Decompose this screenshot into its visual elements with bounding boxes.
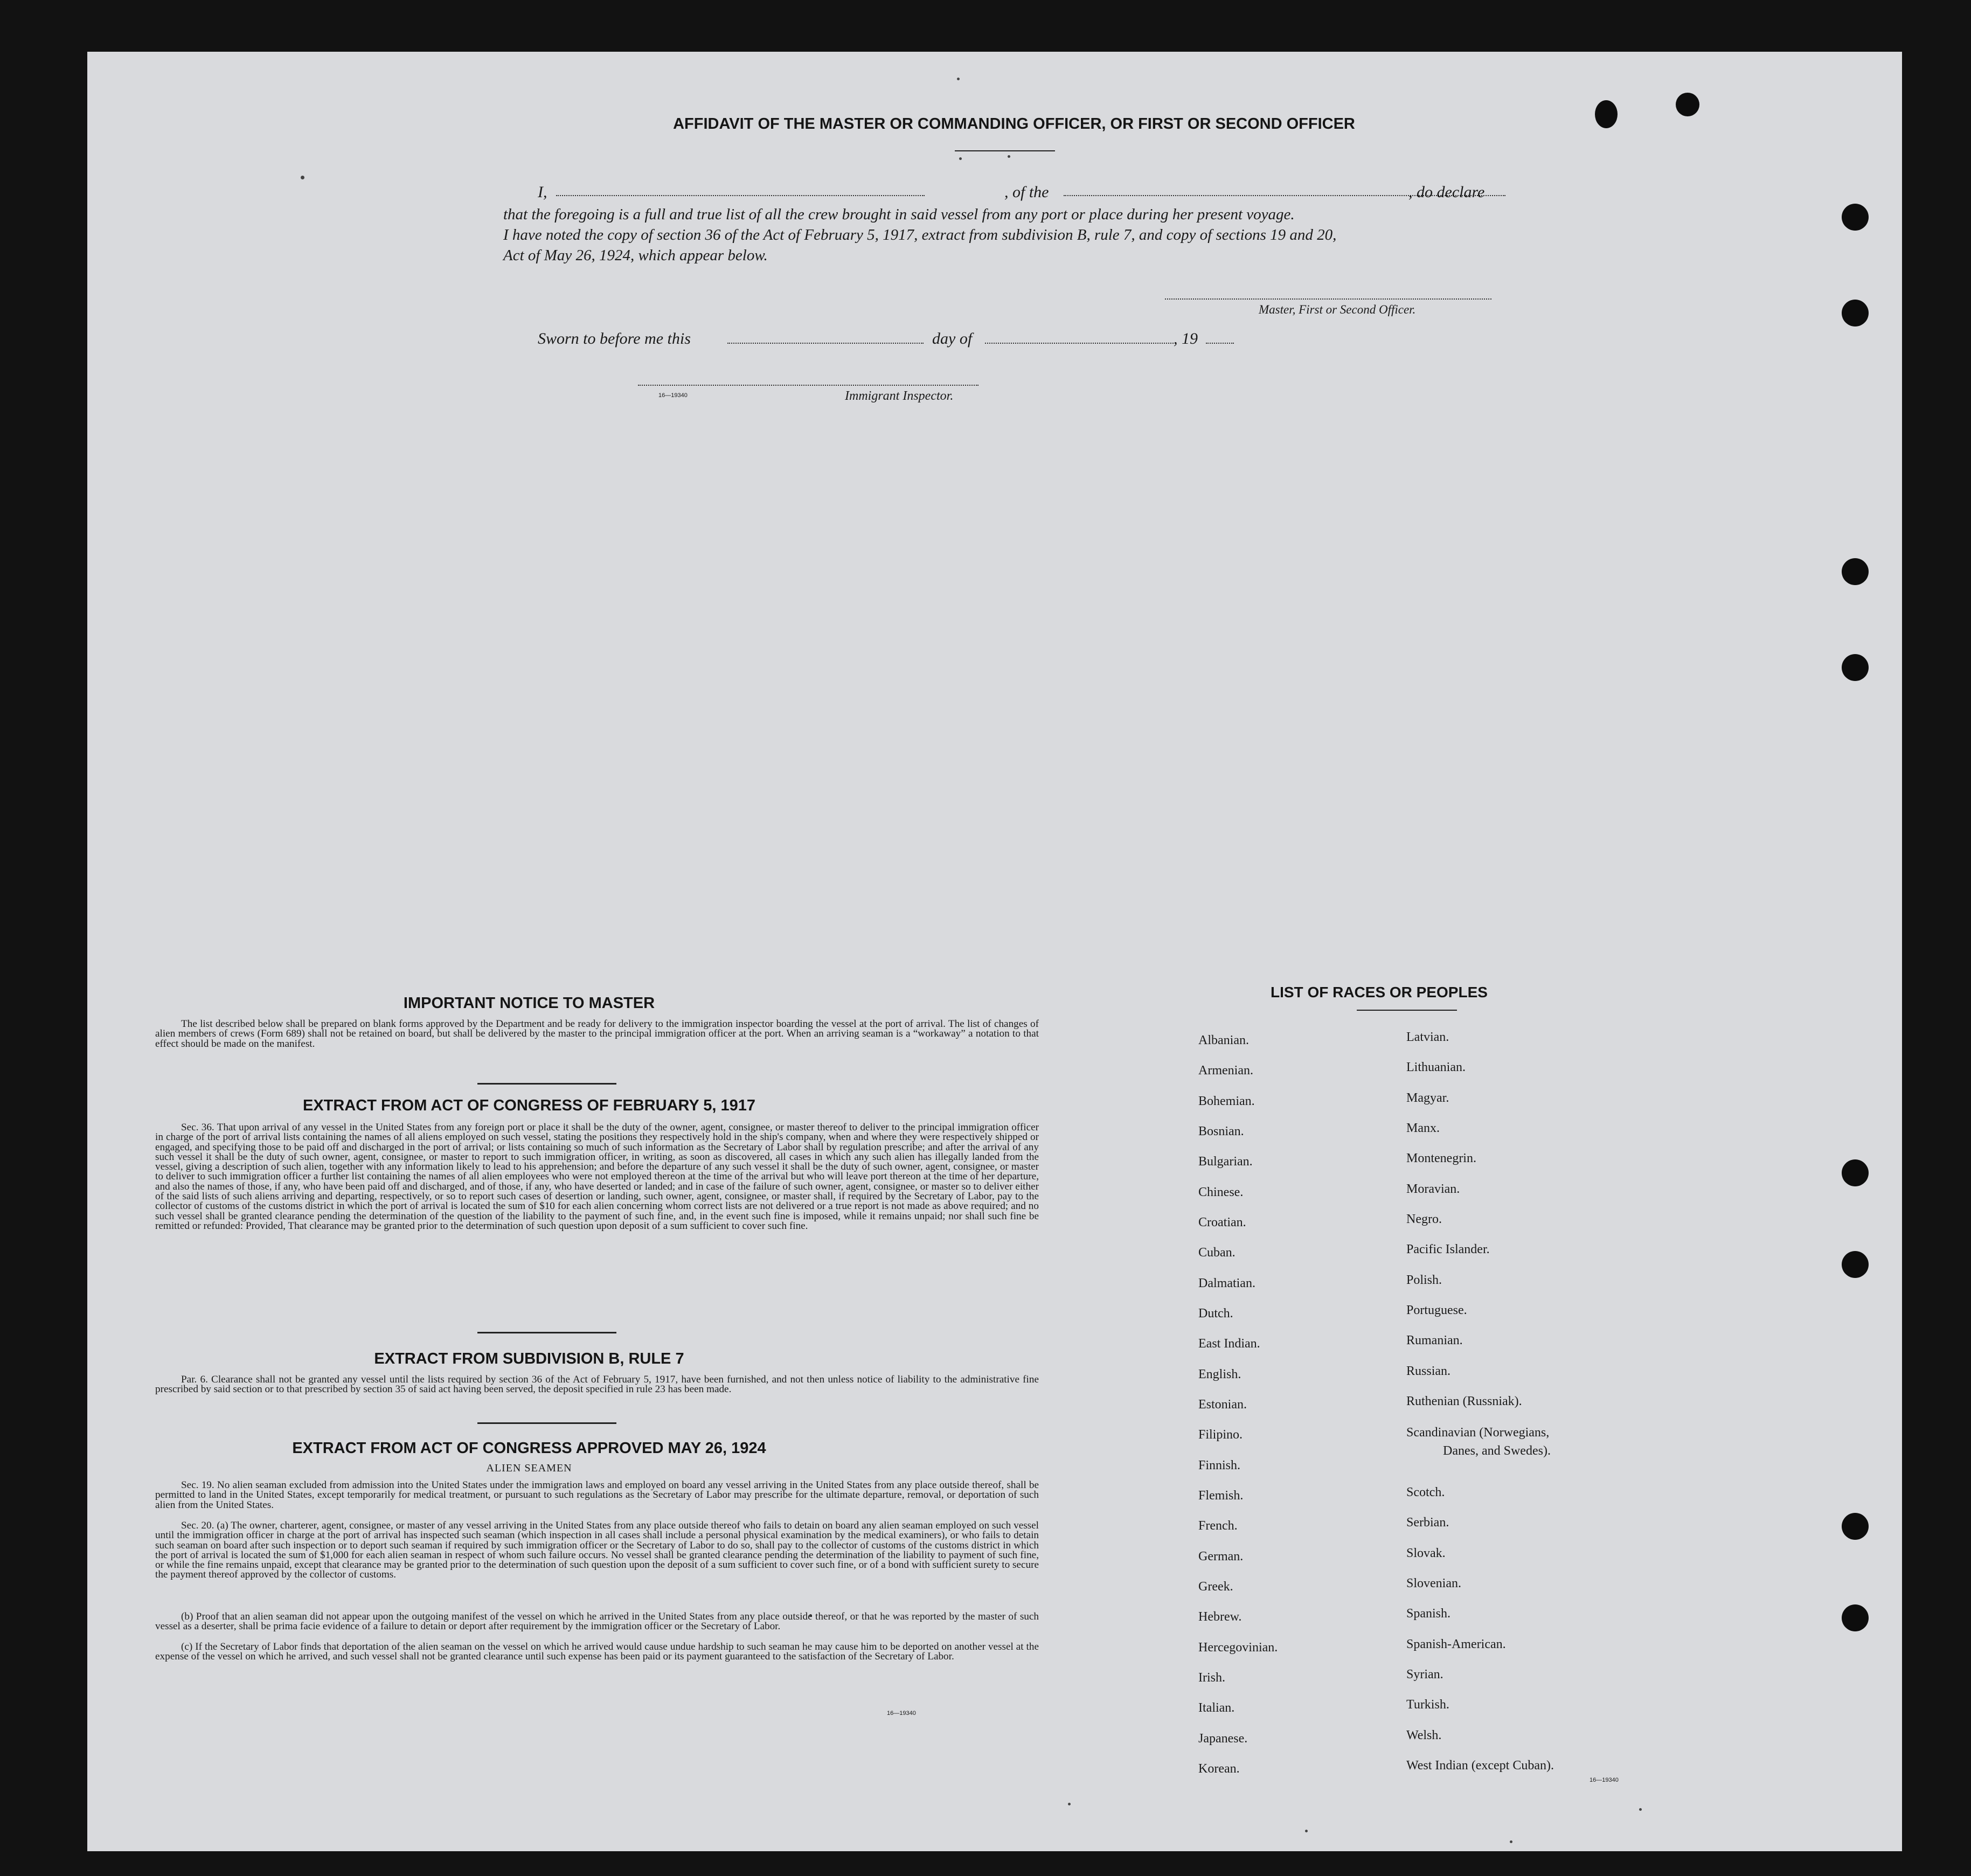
race-item: Bosnian.	[1198, 1124, 1244, 1138]
race-item: Croatian.	[1198, 1215, 1246, 1229]
race-item: Greek.	[1198, 1580, 1233, 1594]
race-item: Latvian.	[1406, 1030, 1449, 1044]
race-item: East Indian.	[1198, 1337, 1260, 1351]
race-item: Scotch.	[1406, 1485, 1445, 1499]
race-item: Dutch.	[1198, 1307, 1233, 1321]
race-item: Danes, and Swedes).	[1443, 1444, 1551, 1458]
speck	[957, 78, 960, 80]
race-item: Chinese.	[1198, 1185, 1244, 1199]
race-item: German.	[1198, 1550, 1244, 1564]
race-item: Portuguese.	[1406, 1303, 1467, 1317]
race-item: Manx.	[1406, 1121, 1440, 1135]
extract-1917-title: EXTRACT FROM ACT OF CONGRESS OF FEBRUARY 5, 1917	[302, 1097, 756, 1114]
race-item: Bulgarian.	[1198, 1155, 1253, 1169]
race-item: Cuban.	[1198, 1246, 1236, 1260]
form-number-right: 16—19340	[1590, 1777, 1619, 1783]
form-number-top: 16—19340	[658, 392, 688, 399]
binder-hole	[1842, 300, 1869, 326]
race-item: Filipino.	[1198, 1428, 1243, 1442]
race-item: Scandinavian (Norwegians,	[1406, 1426, 1550, 1440]
race-item: Dalmatian.	[1198, 1276, 1255, 1290]
sworn-year-field[interactable]	[1206, 343, 1234, 344]
race-item: Syrian.	[1406, 1667, 1443, 1682]
binder-hole	[1842, 654, 1869, 681]
sworn-month-field[interactable]	[985, 343, 1174, 344]
race-item: Korean.	[1198, 1762, 1240, 1776]
master-signature-label: Master, First or Second Officer.	[1259, 303, 1416, 316]
master-signature-field[interactable]	[1165, 298, 1491, 300]
race-item: Rumanian.	[1406, 1333, 1463, 1347]
extract-1917-text: Sec. 36. That upon arrival of any vessel in the United States from any foreign port or place it shall be the duty of the owner, agent, consignee, or master thereof to deliver to the principal immigration officer in charge of the port of arrival lists containing the names of all aliens employed on such vessel, stating the positions they respectively hold in the ship's company, when and where they were respectively shipped or engaged, and specifying those to be paid off and discharged in the port of arrival; or lists containing so much of such information as the Secretary of Labor shall by regulation prescribe; and after the arrival of any such vessel it shall be the duty of such owner, agent, consignee, or master to report to such immigration officer, in writing, as soon as discovered, all cases in which any such alien has illegally landed from the vessel, giving a description of such alien, together with any information likely to lead to his apprehension; and before the departure of any such vessel it shall be the duty of such owner, agent, consignee, or master to deliver to such immigration officer a further list containing the names of all alien employees who were not employed thereon at the time of the arrival but who will leave port thereon at the time of her departure, and also the names of those, if any, who have been paid off and discharged, and of those, if any, who have deserted or landed; and in case of the failure of such owner, agent, consignee, or master so to deliver either of the said lists of such aliens arriving and departing, respectively, or so to report such cases of desertion or landing, such owner, agent, consignee, or master shall, if required by the Secretary of Labor, pay to the collector of customs of the customs district in which the port of arrival is located the sum of $10 for each alien concerning whom correct lists are not delivered or a true report is not made as above required; and no such vessel shall be granted clearance pending the determination of the question of the liability to the payment of such fine, and, in the event such fine is imposed, while it remains unpaid; nor shall such fine be remitted or refunded: Provided, That clearance may be granted prior to the determination of such question upon deposit of a sum sufficient to cover such fine.	[155, 1122, 1039, 1232]
extract-1924-sec19: Sec. 19. No alien seaman excluded from admission into the United States under the immigration laws and employed on board any vessel arriving in the United States from any place outside thereof, shall be permitted to land in the United States, except temporarily for medical treatment, or pursuant to such regulations as the Secretary of Labor may prescribe for the ultimate departure, removal, or deportation of such alien from the United States.	[155, 1479, 1039, 1511]
speck	[301, 176, 304, 179]
extract-rule7-rule	[477, 1422, 616, 1424]
affidavit-i-label: I,	[538, 183, 547, 201]
year-label: , 19	[1174, 330, 1198, 348]
name-field[interactable]	[556, 195, 925, 196]
notice-rule	[477, 1083, 616, 1085]
race-item: Turkish.	[1406, 1698, 1449, 1712]
inspector-label: Immigrant Inspector.	[845, 389, 954, 403]
race-item: Pacific Islander.	[1406, 1242, 1490, 1256]
do-declare-label: , do declare	[1408, 183, 1485, 201]
speck	[1510, 1840, 1512, 1843]
race-item: Magyar.	[1406, 1091, 1449, 1105]
race-item: Finnish.	[1198, 1458, 1241, 1472]
extract-rule7-title: EXTRACT FROM SUBDIVISION B, RULE 7	[374, 1350, 684, 1367]
sworn-day-field[interactable]	[727, 343, 924, 344]
race-item: Estonian.	[1198, 1398, 1247, 1412]
race-item: English.	[1198, 1367, 1241, 1381]
race-item: Lithuanian.	[1406, 1060, 1466, 1074]
alien-seamen-subtitle: ALIEN SEAMEN	[486, 1462, 572, 1474]
extract-1924-sec20a: Sec. 20. (a) The owner, charterer, agent, consignee, or master of any vessel arriving in the United States from any place outside thereof who fails to detain on board any alien seaman employed on such vessel until the immigration officer in charge at the port of arrival has inspected such seaman (which inspection in all cases shall include a personal physical examination by the medical examiners), or who fails to detain such seaman on board after such inspection or to deport such seaman if required by such immigration officer or the Secretary of Labor to do so, shall pay to the collector of customs of the customs district in which the port of arrival is located the sum of $1,000 for each alien seaman in respect of whom such failure occurs. No vessel shall be granted clearance pending the determination of the liability to payment of such fine, or while the fine remains unpaid, except that clearance may be granted prior to the determination of such question upon the deposit of a sum sufficient to cover such fine, or of a bond with sufficient surety to secure the payment thereof approved by the collector of customs.	[155, 1520, 1039, 1581]
sworn-label: Sworn to before me this	[538, 330, 691, 348]
race-item: Serbian.	[1406, 1516, 1449, 1530]
extract-1924-sec20c: (c) If the Secretary of Labor finds that deportation of the alien seaman on the vessel on which he arrived would cause undue hardship to such seaman he may cause him to be deported on another vessel at the expense of the vessel on which he arrived, and such vessel shall not be granted clearance until such expense has been paid or its payment guaranteed to the satisfaction of the Secretary of Labor.	[155, 1641, 1039, 1663]
binder-hole	[1676, 93, 1699, 116]
race-item: Flemish.	[1198, 1489, 1244, 1503]
race-item: Slovenian.	[1406, 1576, 1461, 1590]
race-item: Italian.	[1198, 1701, 1235, 1715]
races-rule	[1357, 1010, 1457, 1011]
race-item: Slovak.	[1406, 1546, 1446, 1560]
race-item: Russian.	[1406, 1364, 1451, 1378]
race-item: Albanian.	[1198, 1033, 1249, 1047]
race-item: Negro.	[1406, 1212, 1442, 1226]
speck	[959, 157, 962, 160]
race-item: Irish.	[1198, 1671, 1225, 1685]
race-item: Polish.	[1406, 1273, 1442, 1287]
race-item: Ruthenian (Russniak).	[1406, 1394, 1522, 1408]
affidavit-line-2: I have noted the copy of section 36 of the Act of February 5, 1917, extract from subdivision B, rule 7, and copy of sections 19 and 20,	[503, 226, 1337, 244]
binder-hole	[1842, 1604, 1869, 1631]
inspector-signature-field[interactable]	[638, 385, 978, 386]
races-column-2	[1406, 1030, 1730, 1828]
extract-1924-sec20b: (b) Proof that an alien seaman did not appear upon the outgoing manifest of the vessel on which he arrived in the United States from any place outside thereof, or that he was reported by the master of such vessel as a deserter, shall be prima facie evidence of a failure to detain or deport after requirement by the immigration officer or the Secretary of Labor.	[155, 1611, 1039, 1632]
binder-hole	[1842, 1251, 1869, 1278]
races-column-1	[1198, 1033, 1392, 1831]
binder-hole	[1842, 558, 1869, 585]
binder-hole	[1842, 1513, 1869, 1540]
race-item: Welsh.	[1406, 1728, 1442, 1742]
race-item: Japanese.	[1198, 1732, 1248, 1746]
form-page	[87, 52, 1902, 1851]
binder-hole	[1842, 204, 1869, 231]
race-item: Bohemian.	[1198, 1094, 1255, 1108]
extract-1924-title: EXTRACT FROM ACT OF CONGRESS APPROVED MAY 26, 1924	[292, 1440, 766, 1457]
speck	[1008, 155, 1010, 158]
extract-rule7-text: Par. 6. Clearance shall not be granted any vessel until the lists required by section 36 of the Act of February 5, 1917, have been furnished, and not then unless notice of liability to the administrative fine prescribed by said section or to that prescribed by section 35 of said act having been served, the deposit specified in rule 23 has been made.	[155, 1374, 1039, 1395]
races-title: LIST OF RACES OR PEOPLES	[1271, 984, 1488, 1000]
race-item: Armenian.	[1198, 1064, 1253, 1078]
race-item: Hebrew.	[1198, 1610, 1242, 1624]
race-item: Montenegrin.	[1406, 1151, 1476, 1165]
race-item: Hercegovinian.	[1198, 1641, 1278, 1655]
title-rule	[955, 150, 1055, 151]
race-item: French.	[1198, 1519, 1238, 1533]
race-item: Spanish.	[1406, 1607, 1451, 1621]
race-item: Spanish-American.	[1406, 1637, 1506, 1651]
form-number-left: 16—19340	[887, 1710, 916, 1717]
of-the-label: , of the	[1004, 183, 1049, 201]
affidavit-title: AFFIDAVIT OF THE MASTER OR COMMANDING OFFICER, OR FIRST OR SECOND OFFICER	[673, 115, 1355, 133]
affidavit-line-1: that the foregoing is a full and true list of all the crew brought in said vessel from any port or place during her present voyage.	[503, 206, 1295, 223]
affidavit-line-3: Act of May 26, 1924, which appear below.	[503, 247, 768, 264]
day-of-label: day of	[932, 330, 973, 348]
notice-text: The list described below shall be prepared on blank forms approved by the Department and be ready for delivery to the immigration inspector boarding the vessel at the port of arrival. The list of changes of alien members of crews (Form 689) shall not be retained on board, but shall be delivered by the master to the principal immigration officer at the port. When an arriving seaman is a “workaway” a notation to that effect should be made on the manifest.	[155, 1018, 1039, 1050]
race-item: Moravian.	[1406, 1182, 1460, 1196]
speck	[1068, 1803, 1071, 1805]
race-item: West Indian (except Cuban).	[1406, 1759, 1554, 1773]
notice-title: IMPORTANT NOTICE TO MASTER	[403, 995, 655, 1012]
extract-1917-rule	[477, 1332, 616, 1333]
binder-hole	[1842, 1159, 1869, 1186]
